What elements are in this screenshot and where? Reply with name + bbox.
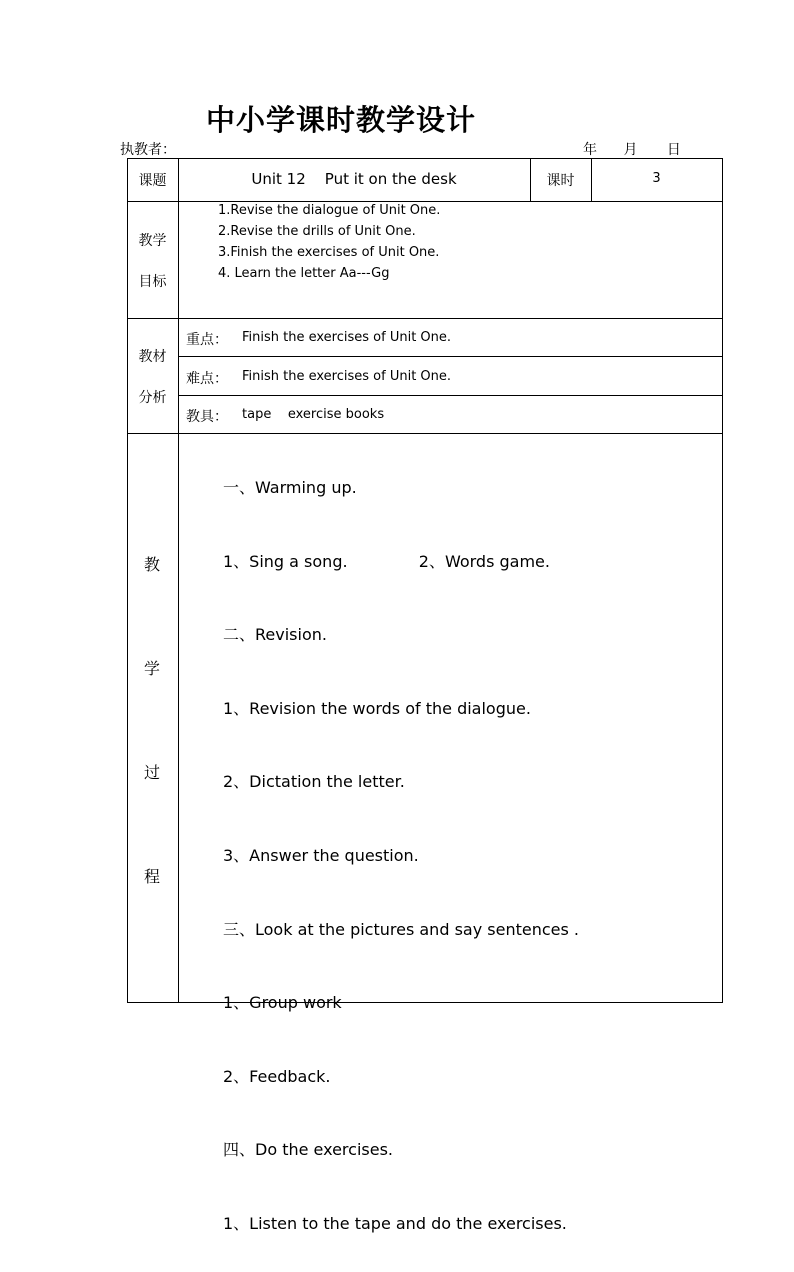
table-border — [127, 318, 723, 319]
teacher-label: 执教者： — [120, 142, 176, 158]
difficulty-label: 难点： — [186, 371, 228, 387]
goals-list — [218, 203, 440, 287]
list-item: 1、Sing a song. 2、Words game. — [223, 551, 550, 571]
period-label: 课时 — [546, 173, 575, 189]
list-item: 三、Look at the pictures and say sentences . — [223, 919, 579, 939]
analysis-label-1: 教材 — [138, 349, 167, 365]
goals-label-2: 目标 — [138, 274, 167, 290]
focus-value: Finish the exercises of Unit One. — [242, 330, 452, 345]
process-label-char: 过 — [143, 763, 160, 782]
list-item: 1、Listen to the tape and do the exercises. — [223, 1213, 567, 1233]
process-label-char: 学 — [143, 659, 160, 678]
list-item: 1.Revise the dialogue of Unit One. — [218, 203, 441, 218]
goals-label-1: 教学 — [138, 233, 167, 249]
process-steps — [223, 446, 579, 1272]
table-border — [722, 158, 723, 1003]
list-item: 1、Group work — [223, 993, 342, 1013]
tools-value: tape exercise books — [242, 407, 385, 422]
analysis-label-2: 分析 — [138, 390, 167, 406]
list-item: 2.Revise the drills of Unit One. — [218, 224, 416, 239]
date-day: 日 — [666, 142, 681, 158]
date-year: 年 — [583, 142, 597, 158]
table-border — [178, 395, 723, 396]
focus-label: 重点： — [186, 332, 228, 348]
list-item: 3、Answer the question. — [223, 845, 419, 865]
list-item: 一、Warming up. — [223, 478, 357, 497]
table-border — [127, 433, 723, 434]
topic-label: 课题 — [138, 173, 167, 189]
date-line — [583, 139, 681, 159]
list-item: 2、Dictation the letter. — [223, 772, 405, 792]
list-item: 4. Learn the letter Aa---Gg — [218, 266, 390, 281]
difficulty-value: Finish the exercises of Unit One. — [242, 369, 452, 384]
page-title: 中小学课时教学设计 — [205, 103, 476, 137]
period-value: 3 — [652, 171, 661, 186]
table-border — [178, 356, 723, 357]
list-item: 四、Do the exercises. — [223, 1140, 393, 1160]
process-label-char: 教 — [143, 555, 160, 574]
date-month: 月 — [623, 142, 638, 158]
list-item: 2、Feedback. — [223, 1066, 331, 1086]
table-border — [178, 158, 179, 1003]
process-label-char: 程 — [143, 867, 160, 886]
list-item: 二、Revision. — [223, 625, 327, 645]
list-item: 1、Revision the words of the dialogue. — [223, 698, 531, 718]
tools-label: 教具： — [186, 409, 228, 425]
topic-value: Unit 12 Put it on the desk — [251, 170, 457, 188]
table-border — [127, 201, 723, 202]
list-item: 3.Finish the exercises of Unit One. — [218, 245, 440, 260]
table-border — [127, 158, 723, 159]
